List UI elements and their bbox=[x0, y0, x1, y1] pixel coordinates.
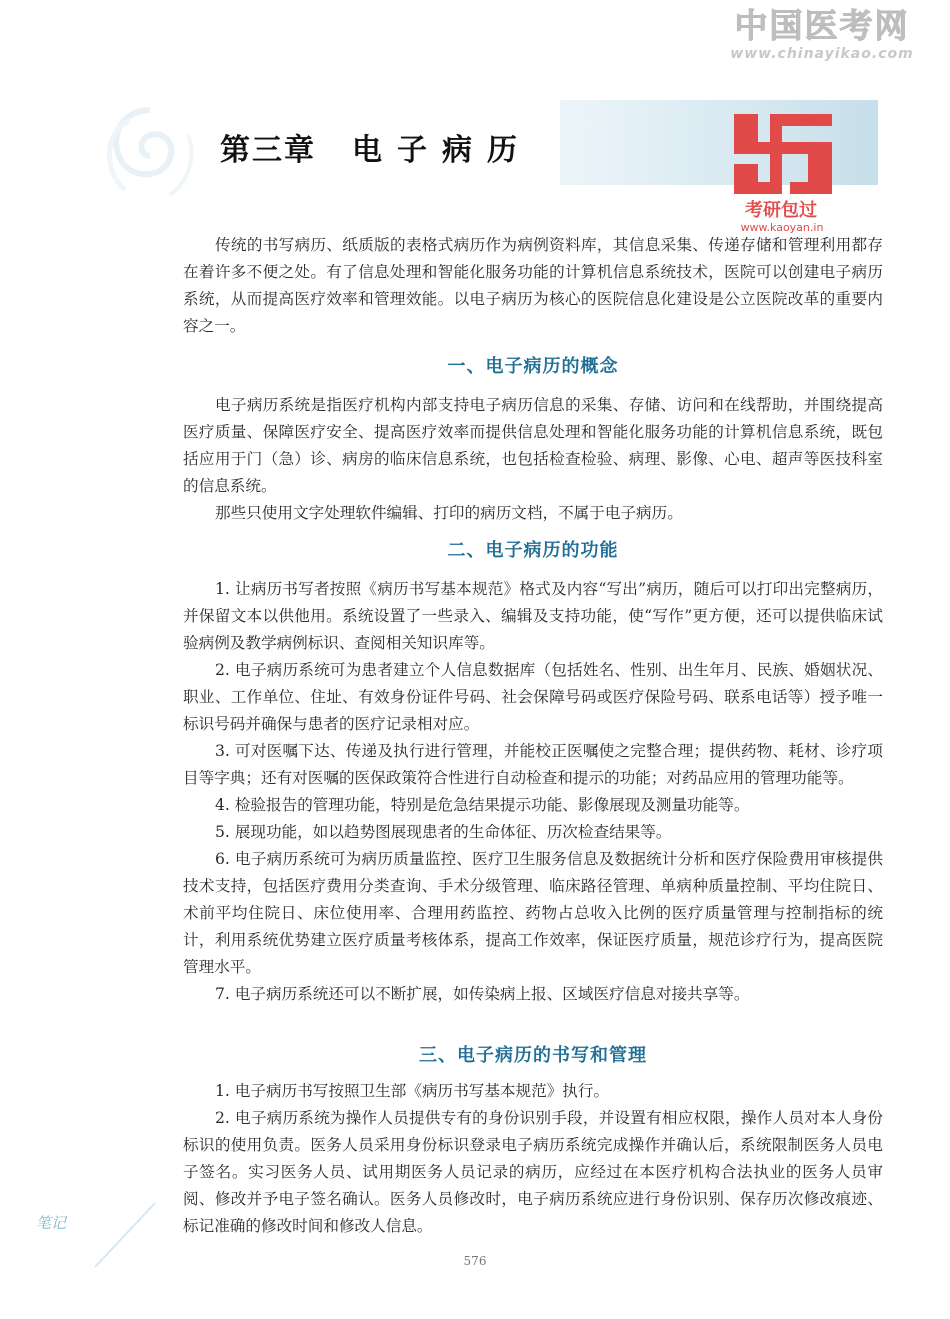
seal-url: www.kaoyan.in bbox=[740, 221, 824, 234]
list-item: 3. 可对医嘱下达、传递及执行进行管理，并能校正医嘱使之完整合理；提供药物、耗材、诊疗项目等字典；还有对医嘱的医保政策符合性进行自动检查和提示的功能；对药品应用的管理功能等。 bbox=[183, 742, 883, 787]
page-number: 576 bbox=[463, 1254, 487, 1268]
intro-paragraph: 传统的书写病历、纸质版的表格式病历作为病例资料库，其信息采集、传递存储和管理利用都存在着许多不便之处。有了信息处理和智能化服务功能的计算机信息系统技术，医院可以创建电子病历系统，从而提高医疗效率和管理效能。以电子病历为核心的医院信息化建设是公立医院改革的重要内容之一。 bbox=[183, 236, 883, 335]
list-item: 6. 电子病历系统可为病历质量监控、医疗卫生服务信息及数据统计分析和医疗保险费用审核提供技术支持，包括医疗费用分类查询、手术分级管理、临床路径管理、单病种质量控制、平均住院日、术前平均住院日、床位使用率、合理用药监控、药物占总收入比例的医疗质量管理与控制指标的统计，利用系统优势建立医疗质量考核体系，提高工作效率，保证医疗质量，规范诊疗行为，提高医院管理水平。 bbox=[183, 850, 883, 976]
watermark-brand-url: www.chinayikao.com bbox=[730, 46, 914, 62]
paragraph: 那些只使用文字处理软件编辑、打印的病历文档，不属于电子病历。 bbox=[215, 504, 683, 522]
section-body-concept bbox=[183, 392, 883, 527]
section-heading-writing-management: 三、电子病历的书写和管理 bbox=[419, 1045, 647, 1066]
list-item: 1. 让病历书写者按照《病历书写基本规范》格式及内容“写出”病历，随后可以打印出完整病历，并保留文本以供他用。系统设置了一些录入、编辑及支持功能，使“写作”更方便，还可以提供临床试验病例及教学病例标识、查阅相关知识库等。 bbox=[183, 580, 883, 652]
chapter-name: 电子病历 bbox=[352, 133, 532, 168]
list-item: 2. 电子病历系统为操作人员提供专有的身份识别手段，并设置有相应权限，操作人员对本人身份标识的使用负责。医务人员采用身份标识登录电子病历系统完成操作并确认后，系统限制医务人员电子签名。实习医务人员、试用期医务人员记录的病历，应经过在本医疗机构合法执业的医务人员审阅、修改并予电子签名确认。医务人员修改时，电子病历系统应进行身份识别、保存历次修改痕迹、标记准确的修改时间和修改人信息。 bbox=[183, 1109, 883, 1235]
decorative-swirl-icon bbox=[100, 100, 200, 210]
seal-logo-icon bbox=[732, 112, 834, 198]
section-heading-concept: 一、电子病历的概念 bbox=[447, 356, 619, 377]
seal-watermark bbox=[722, 112, 842, 247]
list-item: 4. 检验报告的管理功能，特别是危急结果提示功能、影像展现及测量功能等。 bbox=[215, 796, 750, 814]
intro-paragraph-block bbox=[183, 232, 883, 340]
chapter-title bbox=[220, 125, 532, 169]
list-item: 2. 电子病历系统可为患者建立个人信息数据库（包括姓名、性别、出生年月、民族、婚姻状况、职业、工作单位、住址、有效身份证件号码、社会保障号码或医疗保险号码、联系电话等）授予唯一标识号码并确保与患者的医疗记录相对应。 bbox=[183, 661, 883, 733]
section-heading-functions: 二、电子病历的功能 bbox=[447, 540, 619, 561]
list-item: 1. 电子病历书写按照卫生部《病历书写基本规范》执行。 bbox=[215, 1082, 610, 1100]
paragraph: 电子病历系统是指医疗机构内部支持电子病历信息的采集、存储、访问和在线帮助，并围绕提高医疗质量、保障医疗安全、提高医疗效率而提供信息处理和智能化服务功能的计算机信息系统，既包括应用于门（急）诊、病房的临床信息系统，也包括检查检验、病理、影像、心电、超声等医技科室的信息系统。 bbox=[183, 396, 883, 495]
seal-name: 考研包过 bbox=[745, 200, 817, 221]
section-body-functions bbox=[183, 576, 883, 1008]
list-item: 7. 电子病历系统还可以不断扩展，如传染病上报、区域医疗信息对接共享等。 bbox=[215, 985, 750, 1003]
chapter-label: 第三章 bbox=[220, 133, 316, 168]
watermark-brand-name: 中国医考网 bbox=[734, 6, 910, 45]
section-body-writing-management bbox=[183, 1078, 883, 1240]
watermark-brand bbox=[702, 6, 942, 62]
list-item: 5. 展现功能，如以趋势图展现患者的生命体征、历次检查结果等。 bbox=[215, 823, 672, 841]
margin-note-label: 笔记 bbox=[36, 1214, 67, 1232]
